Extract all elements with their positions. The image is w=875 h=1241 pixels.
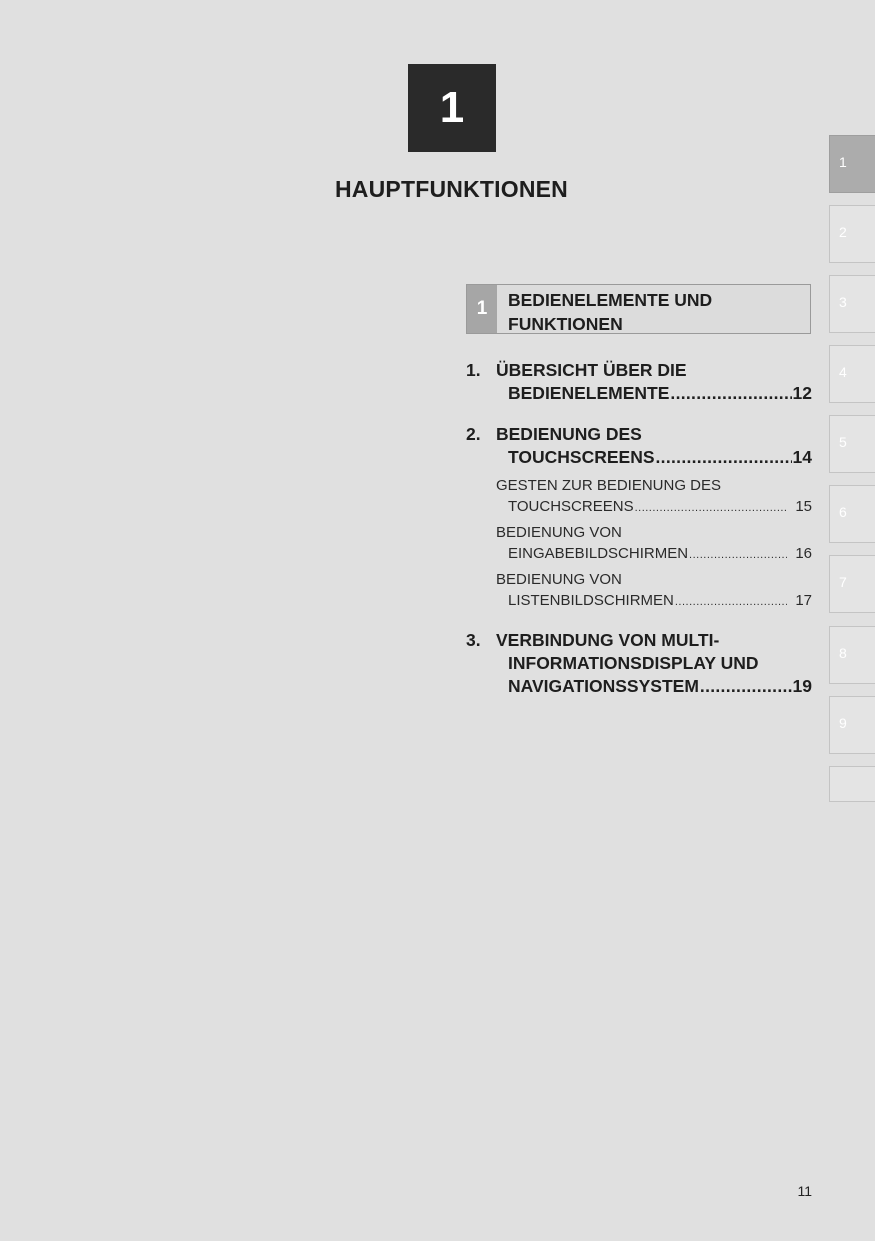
toc-page-number: 16 [795,545,812,562]
toc-subitem-title: EINGABEBILDSCHIRMEN [508,545,689,562]
toc-item-title: VERBINDUNG VON MULTI- [496,630,720,650]
toc-subitem-1[interactable] [466,475,812,519]
chapter-number-box: 1 [408,64,496,152]
toc-item-title: TOUCHSCREENS [508,447,655,467]
toc-item-title: INFORMATIONSDISPLAY UND [508,653,759,673]
toc-subitem-title: LISTENBILDSCHIRMEN [508,592,674,609]
toc-page-number: 15 [795,498,812,515]
chapter-tab-4[interactable] [829,345,875,403]
chapter-tab-label: 4 [839,364,847,380]
section-header [466,284,811,334]
toc-subitem-title: GESTEN ZUR BEDIENUNG DES [496,477,722,494]
toc-item-number: 2. [466,424,481,444]
leader-dots [700,675,792,698]
toc-item-title: ÜBERSICHT ÜBER DIE [496,360,687,380]
section-title-line: BEDIENELEMENTE UND [508,290,713,310]
chapter-tab-label: 8 [839,645,847,661]
toc-subitem-title: BEDIENUNG VON [496,571,622,588]
chapter-tab-label: 1 [839,154,847,170]
toc-page-number: 12 [792,383,812,403]
toc-page-number: 19 [792,676,812,696]
chapter-tab-9[interactable] [829,696,875,754]
leader-dots [670,382,791,405]
leader-dots [635,498,788,519]
chapter-tab-index[interactable] [829,766,875,802]
chapter-tab-2[interactable] [829,205,875,263]
chapter-tab-label: 9 [839,715,847,731]
chapter-tab-3[interactable] [829,275,875,333]
toc-item-title: BEDIENELEMENTE [508,383,670,403]
chapter-tab-8[interactable] [829,626,875,684]
section-number: 1 [467,285,497,333]
chapter-tab-label: 2 [839,224,847,240]
toc-subitem-title: BEDIENUNG VON [496,524,622,541]
toc-item-1[interactable] [466,359,812,405]
toc-subitem-3[interactable] [466,569,812,613]
toc-item-number: 1. [466,360,481,380]
leader-dots [675,592,787,613]
chapter-tab-label: 5 [839,434,847,450]
chapter-tab-5[interactable] [829,415,875,473]
chapter-tab-label: 6 [839,504,847,520]
section-title [508,288,806,336]
toc-item-2[interactable] [466,423,812,469]
chapter-tab-label: 3 [839,294,847,310]
chapter-tab-1[interactable] [829,135,875,193]
toc-subitem-title: TOUCHSCREENS [508,498,634,515]
chapter-title: HAUPTFUNKTIONEN [335,176,568,202]
toc-item-title: BEDIENUNG DES [496,424,642,444]
chapter-tab-6[interactable] [829,485,875,543]
section-title-line: FUNKTIONEN [508,314,623,334]
toc-page-number: 14 [792,447,812,467]
toc-item-number: 3. [466,630,481,650]
toc-item-3[interactable] [466,629,812,698]
chapter-tab-label: 7 [839,574,847,590]
leader-dots [689,545,787,566]
toc-subitem-2[interactable] [466,522,812,566]
chapter-tab-7[interactable] [829,555,875,613]
leader-dots [656,446,792,469]
toc-item-title: NAVIGATIONSSYSTEM [508,676,699,696]
page-number: 11 [797,1183,812,1199]
toc-page-number: 17 [795,592,812,609]
